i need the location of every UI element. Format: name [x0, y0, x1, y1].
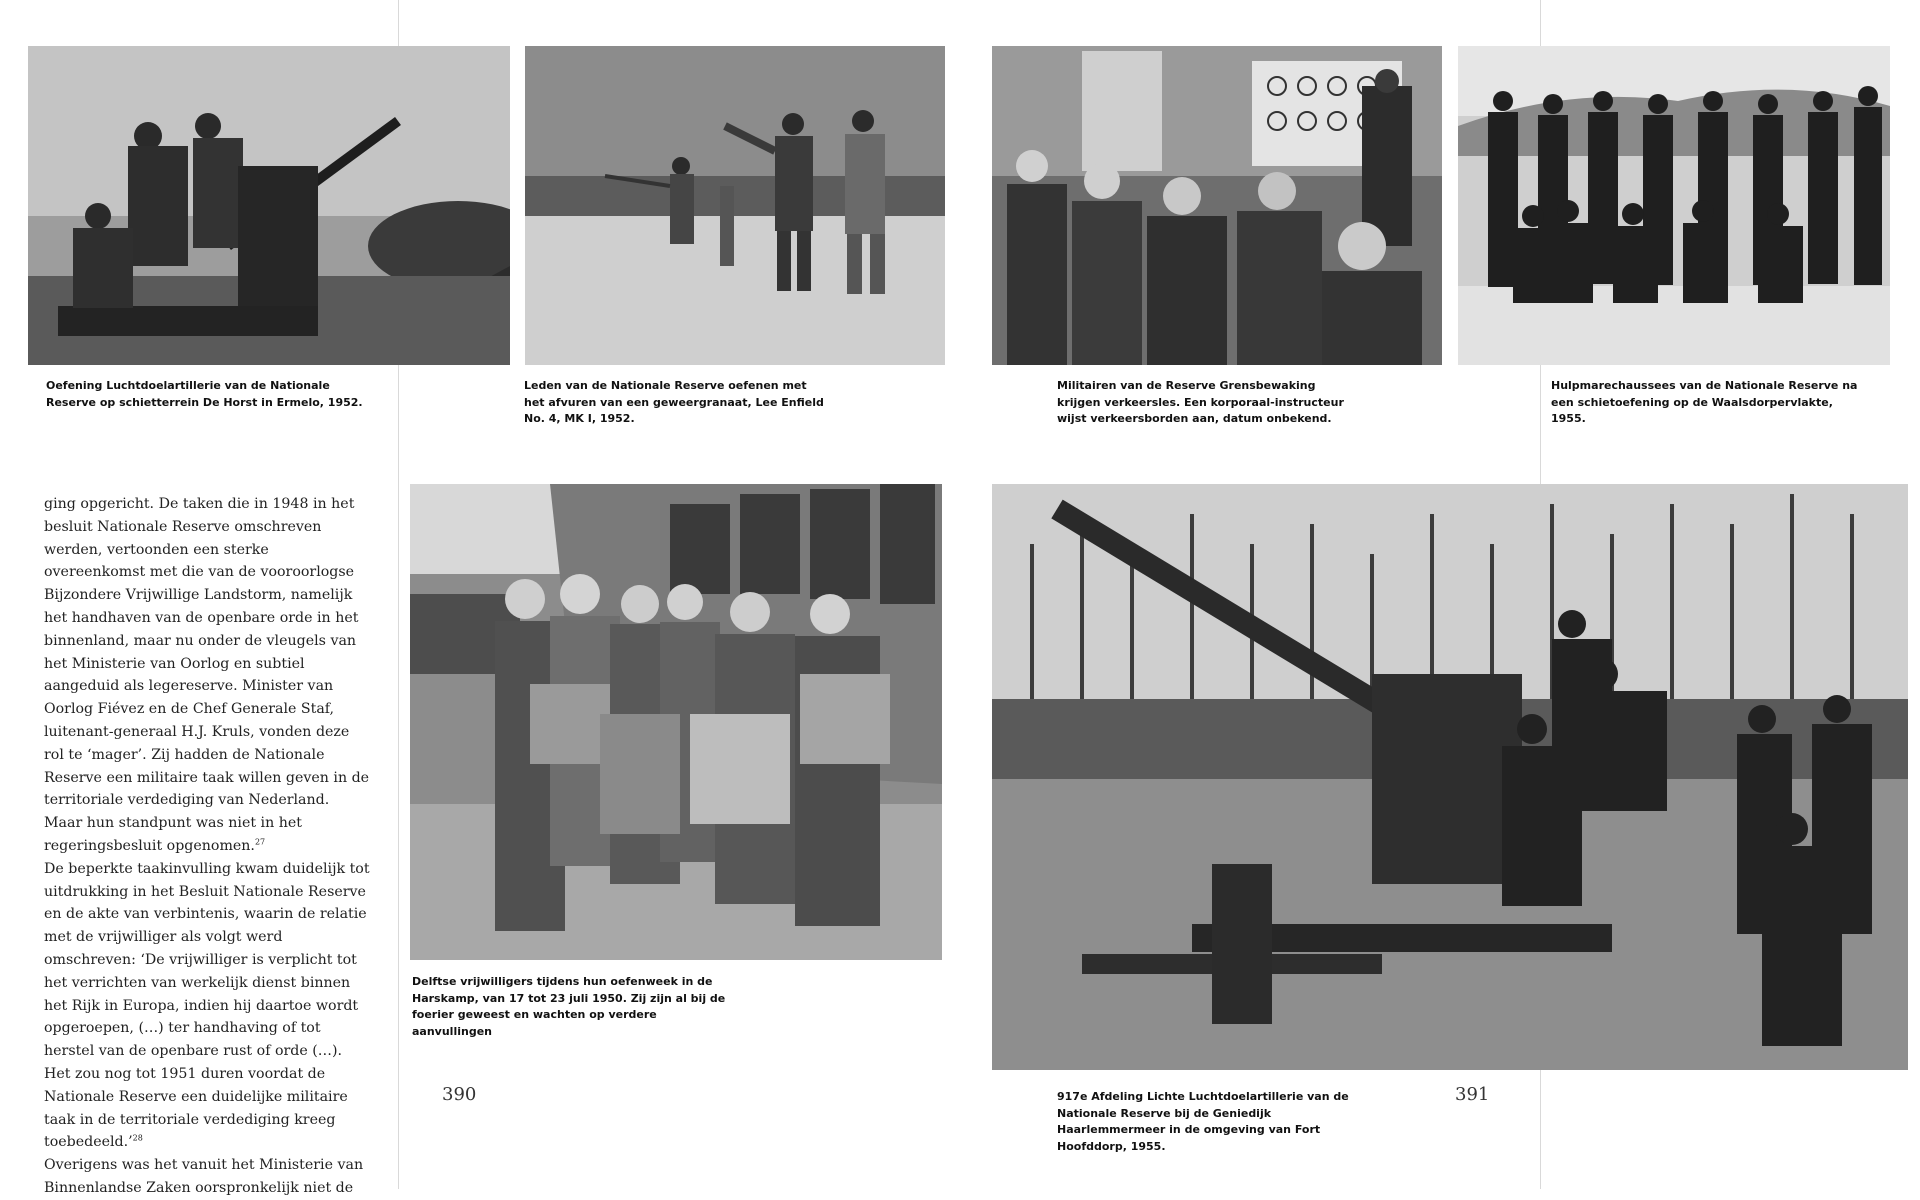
body-paragraph: Overigens was het vanuit het Ministerie van Binnenlandse Zaken oorspronkelijk niet de [44, 1157, 364, 1196]
body-paragraph: ging opgericht. De taken die in 1948 in het besluit Nationale Reserve omschreven werden, vertoonden een sterke overeenkomst met die van de vooroorlogse Bijzondere Vrijwillige Landstorm, namelijk het handhaven van de openbare orde in het binnenland, maar nu onder de vleugels van het Ministerie van Oorlog en subtiel aangeduid als legereserve. Minister van Oorlog Fiévez en de Chef Generale Staf, luitenant-generaal H.J. Kruls, vonden deze rol te ‘mager’. Zij hadden de Nationale Reserve een militaire taak willen geven in de territoriale verdediging van Nederland. Maar hun standpunt was niet in het regeringsbesluit opgenomen.$^{27}$ [44, 496, 370, 854]
photo-traffic-lesson [992, 46, 1442, 365]
photo-harskamp-volunteers [410, 484, 942, 960]
footnote-ref: 27 [254, 837, 266, 847]
caption-harskamp: Delftse vrijwilligers tijdens hun oefenweek in de Harskamp, van 17 tot 23 juli 1950. Zij zijn al bij de foerier geweest en wachten op verdere aanvullingen [412, 975, 726, 1038]
caption-aa-ermelo: Oefening Luchtdoelartillerie van de Nationale Reserve op schietterrein De Horst in Ermelo, 1952. [46, 379, 363, 409]
photo-aa-gun-ermelo [28, 46, 510, 365]
photo-aa-gun-haarlemmermeer [992, 484, 1908, 1070]
caption-grenade-drill: Leden van de Nationale Reserve oefenen met het afvuren van een geweergranaat, Lee Enfield No. 4, MK I, 1952. [524, 379, 824, 425]
body-text-column [44, 493, 370, 1200]
caption-military-police: Hulpmarechaussees van de Nationale Reserve na een schietoefening op de Waalsdorpervlakte, 1955. [1551, 379, 1858, 425]
photo-grenade-drill [525, 46, 945, 365]
page-number-right: 391 [1455, 1084, 1490, 1105]
caption-haarlemmermeer: 917e Afdeling Lichte Luchtdoelartillerie van de Nationale Reserve bij de Geniedijk Haarlemmermeer in de omgeving van Fort Hoofddorp, 1955. [1057, 1090, 1349, 1153]
body-paragraph: De beperkte taakinvulling kwam duidelijk tot uitdrukking in het Besluit Nationale Reserve en de akte van verbintenis, waarin de relatie met de vrijwilliger als volgt werd omschreven: ‘De vrijwilliger is verplicht tot het verrichten van werkelijk dienst binnen het Rijk in Europa, indien hij daartoe wordt opgeroepen, (…) ter handhaving of tot herstel van de openbare rust of orde (…). Het zou nog tot 1951 duren voordat de Nationale Reserve een duidelijke militaire taak in de territoriale verdediging kreeg toebedeeld.’$^{28}$ [44, 860, 370, 1151]
caption-traffic-lesson: Militairen van de Reserve Grensbewaking krijgen verkeersles. Een korporaal-instructeur wijst verkeersborden aan, datum onbekend. [1057, 379, 1344, 425]
page-number-left: 390 [442, 1084, 477, 1105]
footnote-ref: 28 [132, 1133, 143, 1143]
photo-military-police [1458, 46, 1890, 365]
